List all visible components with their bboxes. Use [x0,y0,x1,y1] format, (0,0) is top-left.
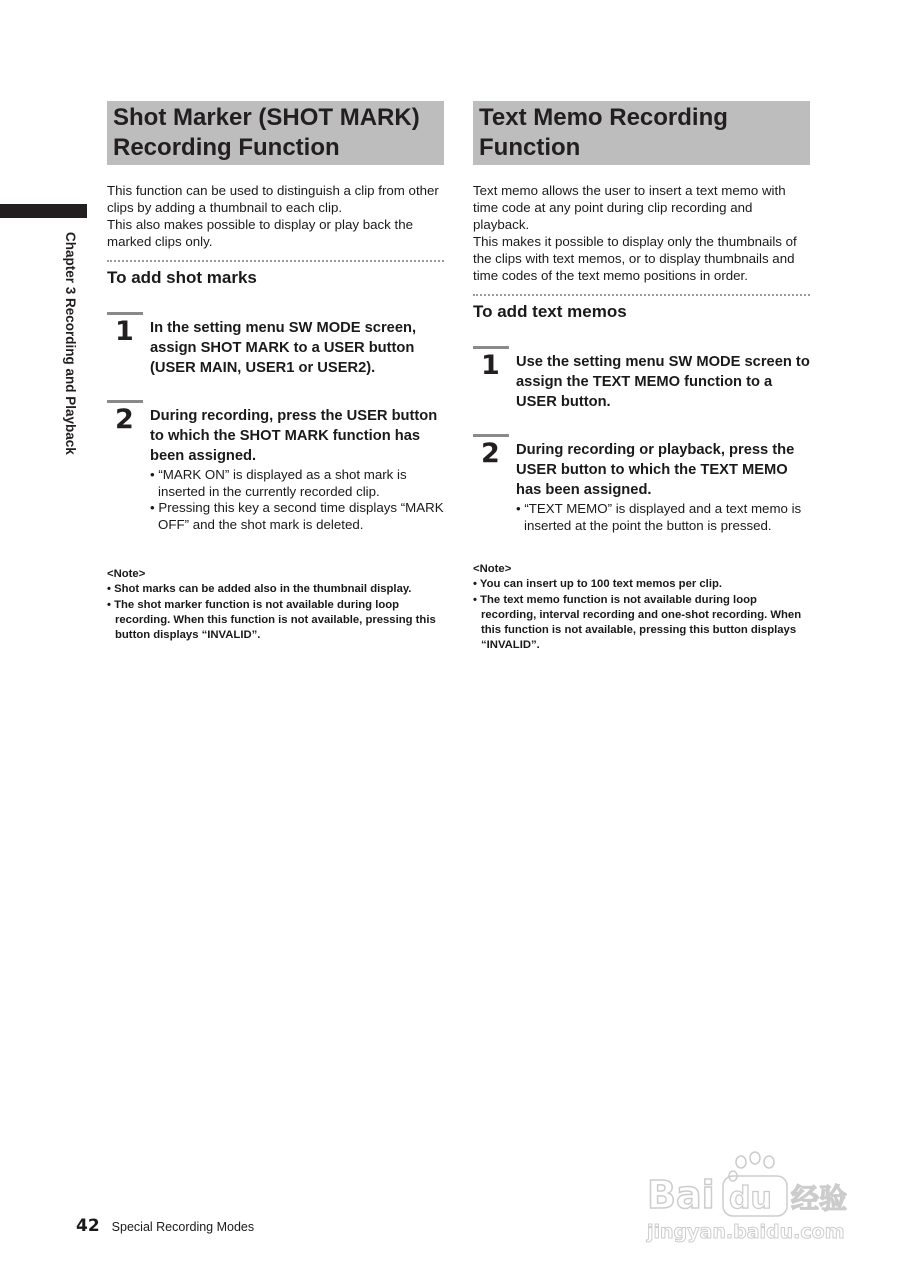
svg-text:经验: 经验 [791,1182,848,1215]
step-bar [473,346,509,349]
step-title: During recording or playback, press the USER button to which the TEXT MEMO has been assigned. [516,442,795,498]
step-1 [107,312,444,378]
step-bar [107,400,143,403]
chapter-tab-label: Chapter 3 Recording and Playback [63,232,78,455]
chapter-tab-bar [0,204,87,218]
step-number: 2 [115,404,134,435]
step-bullet: • “TEXT MEMO” is displayed and a text memo is inserted at the point the button is pressed. [516,501,802,533]
note-block [473,562,810,654]
heading-line: Recording Function [113,134,340,161]
step-2 [473,434,810,534]
section-heading [473,101,810,165]
note-block [107,567,444,643]
note-item: • You can insert up to 100 text memos per clip. [473,578,723,591]
note-item: • The shot marker function is not available during loop recording. When this function is not available, pressing this button displays “INVALID”. [107,598,436,642]
intro-text [107,182,444,250]
step-number: 1 [115,316,134,347]
heading-line: Text Memo Recording [479,104,728,131]
step-1 [473,346,810,412]
note-list [107,582,444,643]
shot-marker-section [107,101,444,643]
svg-text:du: du [729,1181,772,1216]
dotted-divider [473,294,810,296]
heading-line: Shot Marker (SHOT MARK) [113,104,420,131]
text-memo-section [473,101,810,654]
note-label: <Note> [107,568,146,580]
step-bullet: • Pressing this key a second time displays “MARK OFF” and the shot mark is deleted. [150,500,444,532]
subheading: To add text memos [473,302,627,321]
step-bar [473,434,509,437]
page-footer [76,1216,254,1236]
note-label: <Note> [473,563,512,575]
step-bar [107,312,143,315]
step-title: In the setting menu SW MODE screen, assign SHOT MARK to a USER button (USER MAIN, USER1 or USER2). [150,320,417,376]
step-title: Use the setting menu SW MODE screen to assign the TEXT MEMO function to a USER button. [516,354,810,410]
page-number: 42 [76,1216,100,1236]
step-number: 2 [481,438,500,469]
svg-text:jingyan.baidu.com: jingyan.baidu.com [647,1221,845,1243]
subheading: To add shot marks [107,268,257,287]
step-bullets [150,467,444,533]
step-title: During recording, press the USER button to which the SHOT MARK function has been assigned. [150,408,438,464]
intro-text [473,182,810,284]
intro-paragraph: Text memo allows the user to insert a text memo with time code at any point during clip recording and playback. [473,183,786,232]
intro-paragraph: This function can be used to distinguish a clip from other clips by adding a thumbnail to each clip. [107,183,439,215]
intro-paragraph: This makes it possible to display only the thumbnails of the clips with text memos, or to display thumbnails and time codes of the text memo positions in order. [473,234,797,283]
step-bullet: • “MARK ON” is displayed as a shot mark is inserted in the currently recorded clip. [150,467,407,499]
intro-paragraph: This also makes possible to display or play back the marked clips only. [107,217,413,249]
step-bullets [516,501,810,534]
step-number: 1 [481,350,500,381]
dotted-divider [107,260,444,262]
note-item: • Shot marks can be added also in the thumbnail display. [107,583,412,596]
note-item: • The text memo function is not available during loop recording, interval recording and one-shot recording. When this function is not available, pressing this button displays “INVALID”. [473,593,802,652]
step-2 [107,400,444,533]
heading-line: Function [479,134,581,161]
baidu-watermark-logo [645,1146,855,1246]
note-list [473,577,810,653]
svg-text:Bai: Bai [647,1173,715,1217]
section-heading [107,101,444,165]
footer-section-name: Special Recording Modes [111,1220,255,1234]
